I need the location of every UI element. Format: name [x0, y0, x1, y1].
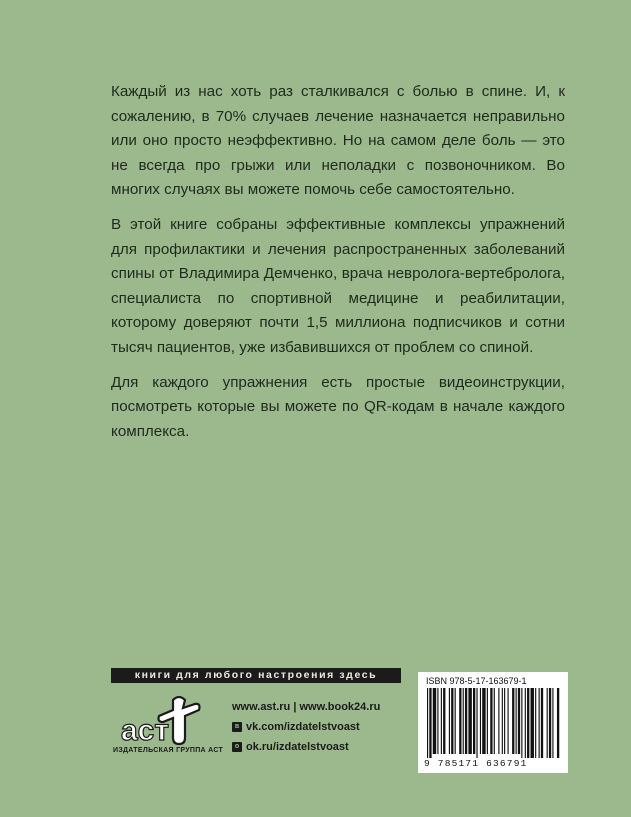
websites-link[interactable]: www.ast.ru | www.book24.ru [232, 701, 381, 713]
barcode-icon [425, 688, 561, 758]
vk-icon: в [232, 722, 242, 732]
back-cover-text [111, 80, 565, 454]
isbn-text: ISBN 978-5-17-163679-1 [426, 676, 527, 686]
logo-text: аст [121, 714, 170, 747]
paragraph-1: Каждый из нас хоть раз сталкивался с болью в спине. И, к сожалению, в 70% случаев лечение назначается неправильно или оно просто неэффективно. Но на самом деле боль — это не всегда про грыжи или неполадки с позвоночником. Во многих случаях вы можете помочь себе самостоятельно. [111, 83, 565, 199]
ok-row [232, 737, 380, 757]
publisher-links [232, 697, 380, 757]
websites-row [232, 697, 380, 717]
ok-link[interactable]: ok.ru/izdatelstvoast [246, 741, 349, 753]
barcode-digits: 9 785171 636791 [424, 758, 528, 769]
paragraph-3: Для каждого упражнения есть простые видеоинструкции, посмотреть которые вы можете по QR-кодам в начале каждого комплекса. [111, 373, 565, 440]
paragraph-2: В этой книге собраны эффективные комплексы упражнений для профилактики и лечения распространенных заболеваний спины от Владимира Демченко, врача невролога-вертебролога, специалиста по спортивной медицине и реабилитации, которому доверяют почти 1,5 миллиона подписчиков и сотни тысяч пациентов, уже избавившихся от проблем со спиной. [111, 215, 565, 356]
publisher-caption: ИЗДАТЕЛЬСКАЯ ГРУППА АСТ [113, 747, 224, 754]
slogan-bar: книги для любого настроения здесь [111, 668, 401, 683]
barcode-panel [418, 672, 568, 773]
ast-logo-icon [111, 694, 221, 749]
vk-link[interactable]: vk.com/izdatelstvoast [246, 721, 360, 733]
vk-row [232, 717, 380, 737]
ok-icon: о [232, 742, 242, 752]
